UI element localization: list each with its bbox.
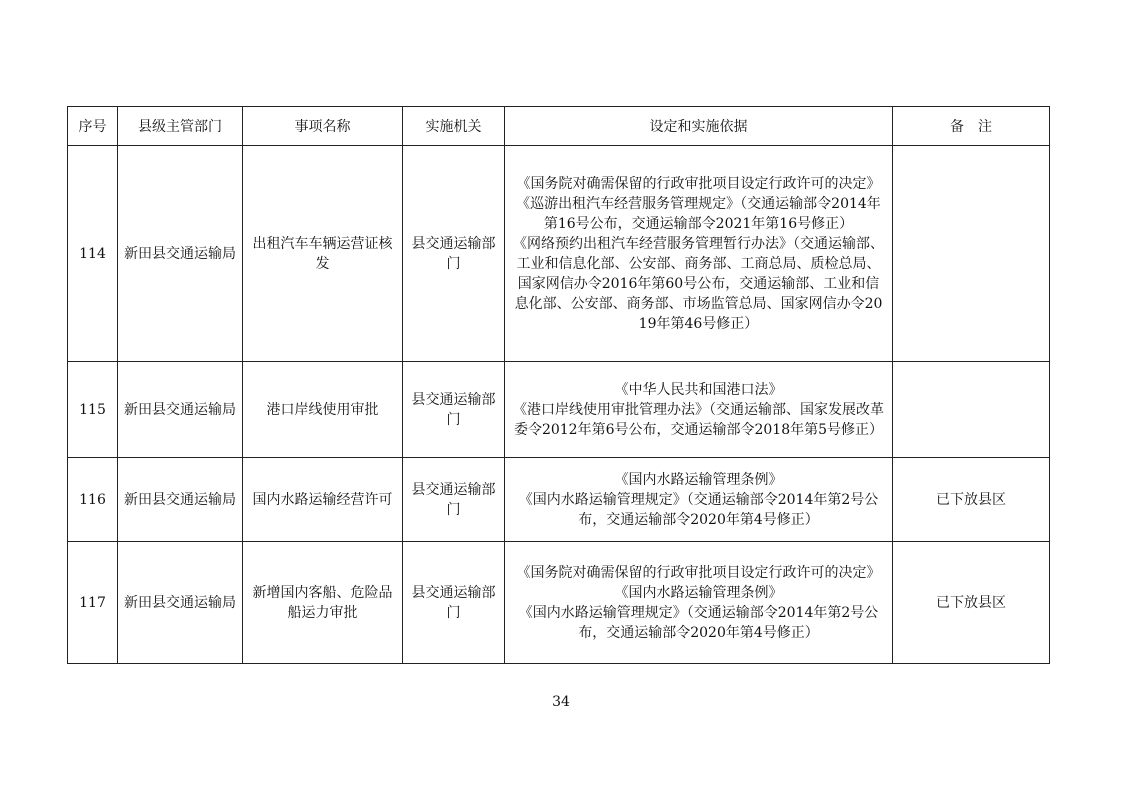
row-item-name: 新增国内客船、危险品船运力审批	[243, 542, 403, 664]
row-item-name: 国内水路运输经营许可	[243, 458, 403, 542]
header-item-name: 事项名称	[243, 107, 403, 146]
header-serial-number: 序号	[68, 107, 118, 146]
row-serial-number: 116	[68, 458, 118, 542]
approval-items-table	[67, 106, 1050, 664]
row-remarks: 已下放县区	[893, 458, 1050, 542]
row-agency: 县交通运输部门	[403, 542, 505, 664]
basis-entry: 《国务院对确需保留的行政审批项目设定行政许可的决定》	[516, 175, 881, 192]
table-row	[68, 362, 1050, 458]
header-remarks: 备 注	[893, 107, 1050, 146]
row-item-name: 港口岸线使用审批	[243, 362, 403, 458]
basis-entry: 《国内水路运输管理规定》（交通运输部令2014年第2号公布，交通运输部令2020年第4号修正）	[518, 604, 879, 641]
row-remarks: 已下放县区	[893, 542, 1050, 664]
row-department: 新田县交通运输局	[118, 458, 243, 542]
basis-entry: 《国内水路运输管理规定》（交通运输部令2014年第2号公布，交通运输部令2020年第4号修正）	[518, 491, 879, 528]
row-department: 新田县交通运输局	[118, 146, 243, 362]
basis-entry: 《国内水路运输管理条例》	[614, 471, 783, 488]
row-agency: 县交通运输部门	[403, 458, 505, 542]
row-legal-basis	[505, 542, 893, 664]
basis-entry: 《网络预约出租汽车经营服务管理暂行办法》（交通运输部、工业和信息化部、公安部、商务部、工商总局、质检总局、国家网信办令2016年第60号公布，交通运输部、工业和信息化部、公安部、商务部、市场监管总局、国家网信办令2019年第46号修正）	[513, 235, 884, 332]
basis-entry: 《国务院对确需保留的行政审批项目设定行政许可的决定》	[516, 564, 881, 581]
table-row	[68, 542, 1050, 664]
basis-entry: 《巡游出租汽车经营服务管理规定》（交通运输部令2014年第16号公布，交通运输部令2021年第16号修正）	[516, 195, 881, 232]
table-row	[68, 146, 1050, 362]
row-department: 新田县交通运输局	[118, 362, 243, 458]
row-legal-basis	[505, 146, 893, 362]
page-number: 34	[552, 694, 570, 710]
row-serial-number: 117	[68, 542, 118, 664]
table-row	[68, 458, 1050, 542]
basis-entry: 《港口岸线使用审批管理办法》（交通运输部、国家发展改革委令2012年第6号公布，交通运输部令2018年第5号修正）	[513, 401, 884, 438]
row-remarks	[893, 146, 1050, 362]
row-legal-basis	[505, 362, 893, 458]
row-serial-number: 115	[68, 362, 118, 458]
row-agency: 县交通运输部门	[403, 146, 505, 362]
row-agency: 县交通运输部门	[403, 362, 505, 458]
header-legal-basis: 设定和实施依据	[505, 107, 893, 146]
row-remarks	[893, 362, 1050, 458]
row-legal-basis	[505, 458, 893, 542]
row-department: 新田县交通运输局	[118, 542, 243, 664]
header-implementing-agency: 实施机关	[403, 107, 505, 146]
table-header-row	[68, 107, 1050, 146]
row-serial-number: 114	[68, 146, 118, 362]
header-county-department: 县级主管部门	[118, 107, 243, 146]
basis-entry: 《国内水路运输管理条例》	[614, 584, 783, 601]
basis-entry: 《中华人民共和国港口法》	[614, 381, 783, 398]
row-item-name: 出租汽车车辆运营证核发	[243, 146, 403, 362]
